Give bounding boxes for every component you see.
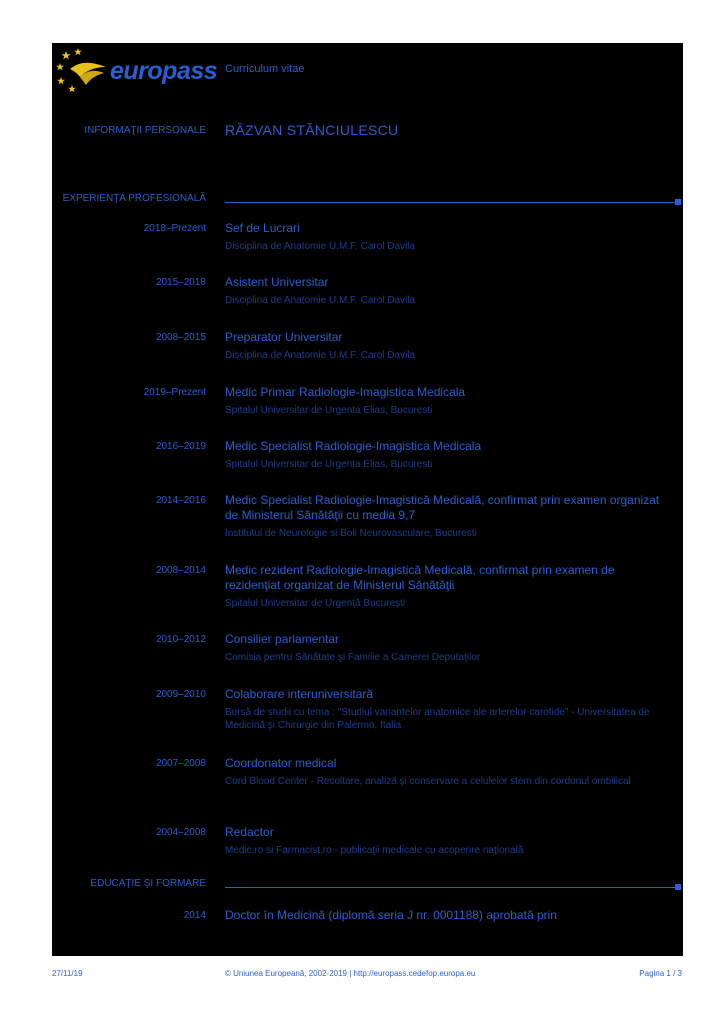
experience-section-label: EXPERIENŢA PROFESIONALĂ <box>62 193 206 204</box>
person-name: RĂZVAN STĂNCIULESCU <box>225 122 399 138</box>
entry-description: Comisia pentru Sănătate şi Familie a Camerei Deputaţilor <box>225 652 481 663</box>
experience-section-marker <box>675 199 681 205</box>
education-section-label: EDUCAŢIE ŞI FORMARE <box>90 878 206 889</box>
footer-page-number: Pagina 1 / 3 <box>639 969 682 978</box>
entry-date: 2014 <box>183 910 206 921</box>
entry-title: Medic Primar Radiologie-Imagistica Medicala <box>225 385 466 399</box>
entry-title: Coordonator medical <box>225 756 337 770</box>
eu-stars-icon <box>56 47 116 93</box>
entry-description: Bursă de studii cu tema : "Studiul variantelor anatomice ale arterelor carotide" - Universitatea de Medicină şi Chirurgie din Palermo, Italia <box>225 707 650 731</box>
entry-description: Disciplina de Anatomie U.M.F. Carol Davila <box>225 241 416 252</box>
cv-page <box>52 43 683 956</box>
education-section-rule <box>225 887 677 888</box>
personal-info-label: INFORMAŢII PERSONALE <box>84 125 206 136</box>
entry-date: 2014–2016 <box>155 495 206 506</box>
entry-date: 2008–2015 <box>155 332 206 343</box>
entry-description: Spitalul Universitar de Urgenta Elias, Bucuresti <box>225 459 433 470</box>
experience-section-rule <box>225 202 677 203</box>
entry-title: Sef de Lucrari <box>225 221 300 235</box>
entry-description: Spitalul Universitar de Urgenta Elias, Bucuresti <box>225 405 433 416</box>
entry-title: Medic Specialist Radiologie-Imagistică Medicală, confirmat prin examen organizat de Ministerul Sănătăţii cu media 9,7 <box>225 493 660 522</box>
document-title: Curriculum vitae <box>225 63 305 75</box>
entry-date: 2015–2018 <box>155 277 206 288</box>
education-section-marker <box>675 884 681 890</box>
entry-date: 2007–2008 <box>155 758 206 769</box>
footer-date: 27/11/19 <box>52 969 83 978</box>
entry-description: Cord Blood Center - Recoltare, analiză şi conservare a celulelor stem din cordonul ombilical <box>225 776 631 787</box>
entry-title: Asistent Universitar <box>225 275 329 289</box>
entry-title: Medic Specialist Radiologie-Imagistica Medicala <box>225 439 482 453</box>
entry-description: Spitalul Universitar de Urgenţă Bucureşti <box>225 598 406 609</box>
entry-date: 2016–2019 <box>155 441 206 452</box>
entry-description: Disciplina de Anatomie U.M.F. Carol Davila <box>225 295 416 306</box>
europass-wordmark: europass <box>110 57 218 85</box>
europass-logo <box>56 47 216 93</box>
entry-date: 2008–2014 <box>155 565 206 576</box>
entry-title: Consilier parlamentar <box>225 632 340 646</box>
entry-date: 2010–2012 <box>155 634 206 645</box>
entry-title: Redactor <box>225 825 274 839</box>
entry-date: 2019–Prezent <box>143 387 206 398</box>
entry-date: 2009–2010 <box>155 689 206 700</box>
entry-date: 2018–Prezent <box>143 223 206 234</box>
entry-title: Preparator Universitar <box>225 330 343 344</box>
entry-title: Colaborare interuniversitară <box>225 687 374 701</box>
entry-description: Disciplina de Anatomie U.M.F. Carol Davila <box>225 350 416 361</box>
entry-title: Doctor în Medicină (diplomă seria J nr. 0001188) aprobată prin <box>225 908 557 922</box>
entry-date: 2004–2008 <box>155 827 206 838</box>
entry-description: Medic.ro si Farmacist.ro - publicaţii medicale cu acoperire naţională <box>225 845 524 856</box>
entry-title: Medic rezident Radiologie-Imagistică Medicală, confirmat prin examen de rezidenţiat organizat de Ministerul Sănătăţii <box>225 563 615 592</box>
entry-description: Institutul de Neurologie si Boli Neurovasculare, Bucuresti <box>225 528 477 539</box>
footer-copyright: © Uniunea Europeană, 2002-2019 | http://europass.cedefop.europa.eu <box>225 969 476 978</box>
